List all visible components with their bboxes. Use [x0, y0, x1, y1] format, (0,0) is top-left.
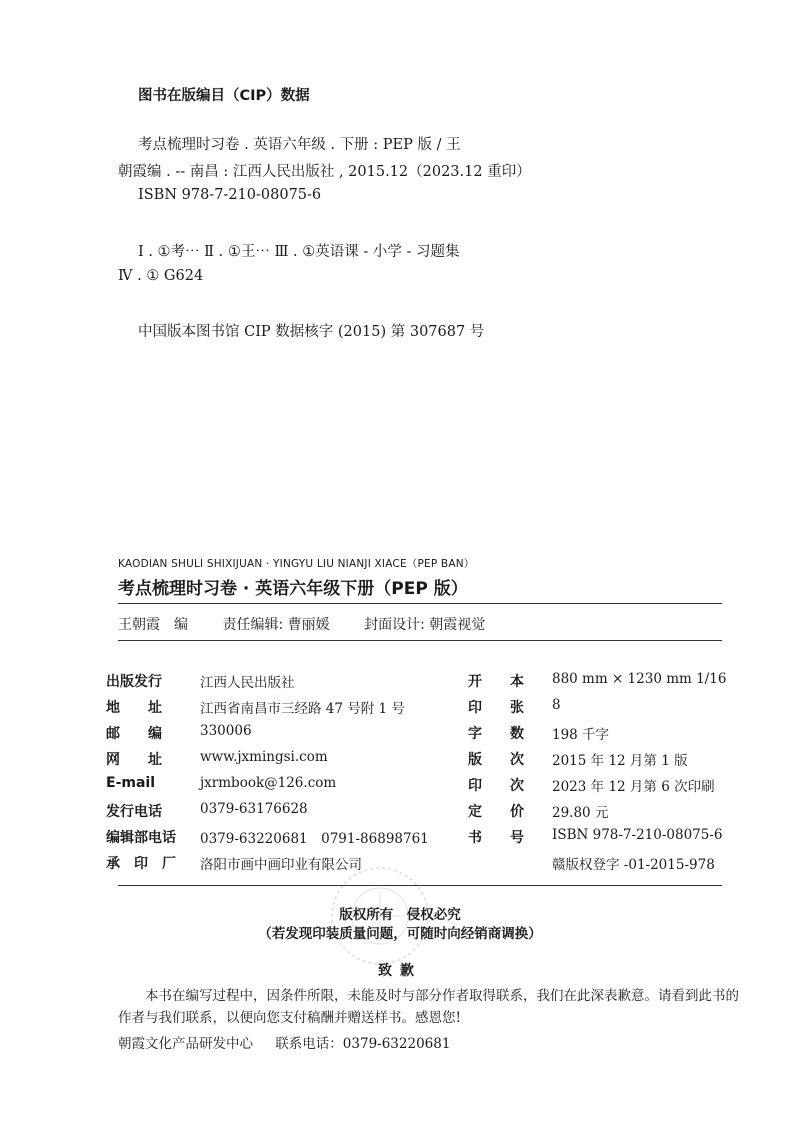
info-label: 版 次 [468, 752, 524, 768]
book-title: 考点梳理时习卷 · 英语六年级下册（PEP 版） [118, 579, 468, 599]
title-rule [118, 603, 722, 604]
info-value: 0379-63176628 [200, 801, 308, 817]
info-value: jxrmbook@126.com [200, 775, 337, 791]
thanks-title: 致歉 [378, 963, 422, 979]
info-label: 编辑部电话 [106, 830, 176, 846]
info-value: 赣版权登字 -01-2015-978 [552, 857, 715, 873]
info-label: 开 本 [468, 674, 524, 690]
responsible-editor: 责任编辑: 曹丽媛 [222, 617, 330, 633]
info-value: 330006 [200, 723, 252, 739]
info-row [0, 775, 800, 797]
info-value: 0379-63220681 0791-86898761 [200, 831, 429, 847]
info-label: 邮 编 [106, 726, 162, 742]
info-value: ISBN 978-7-210-08075-6 [552, 827, 723, 843]
cip-isbn: ISBN 978-7-210-08075-6 [138, 187, 322, 203]
info-value: 江西省南昌市三经路 47 号附 1 号 [200, 701, 405, 717]
bottom-rule [118, 885, 722, 886]
info-row [0, 723, 800, 745]
book-pinyin-title: KAODIAN SHULI SHIXIJUAN · YINGYU LIU NIANJI XIACE（PEP BAN） [118, 558, 475, 570]
cover-design: 封面设计: 朝霞视觉 [364, 617, 486, 633]
info-value: 29.80 元 [552, 805, 609, 821]
rights-reserved: 版权所有 侵权必究 [339, 907, 461, 923]
info-label: 印 张 [468, 700, 524, 716]
info-label: 地 址 [106, 700, 162, 716]
info-label: 网 址 [106, 752, 162, 768]
footer-contact [118, 1032, 468, 1052]
info-row [0, 801, 800, 823]
info-label: 承 印 厂 [106, 856, 176, 872]
info-value: 江西人民出版社 [200, 675, 295, 691]
info-label: 发行电话 [106, 804, 162, 820]
info-row [0, 697, 800, 719]
info-label: E-mail [106, 775, 156, 791]
info-value: 2015 年 12 月第 1 版 [552, 753, 688, 769]
info-label: 书 号 [468, 830, 524, 846]
footer-phone: 联系电话：0379-63220681 [275, 1036, 451, 1052]
cip-subject-line2: Ⅳ . ① G624 [118, 268, 204, 284]
cip-heading: 图书在版编目（CIP）数据 [138, 88, 310, 104]
info-value: www.jxmingsi.com [200, 749, 328, 765]
cip-number: 中国版本图书馆 CIP 数据核字 (2015) 第 307687 号 [138, 324, 485, 340]
info-row [0, 749, 800, 771]
info-row [0, 827, 800, 849]
credits-line [118, 614, 515, 634]
cip-entry-line2: 朝霞编 . -- 南昌 : 江西人民出版社 , 2015.12（2023.12 重印） [118, 164, 531, 180]
cip-entry-line1: 考点梳理时习卷 . 英语六年级 . 下册 : PEP 版 / 王 [138, 137, 461, 153]
info-value: 880 mm × 1230 mm 1/16 [552, 671, 727, 687]
info-row [0, 671, 800, 693]
info-value: 2023 年 12 月第 6 次印刷 [552, 779, 715, 795]
info-value: 198 千字 [552, 727, 610, 743]
info-value: 洛阳市画中画印业有限公司 [200, 857, 362, 873]
footer-center: 朝霞文化产品研发中心 [118, 1036, 253, 1052]
info-label: 字 数 [468, 726, 524, 742]
info-label: 定 价 [468, 804, 524, 820]
info-value: 8 [552, 697, 561, 713]
info-label: 印 次 [468, 778, 524, 794]
thanks-body: 本书在编写过程中，因条件所限，未能及时与部分作者取得联系，我们在此深表歉意。请看到此书的作者与我们联系，以便向您支付稿酬并赠送样书。感恩您! [118, 988, 739, 1026]
info-label: 出版发行 [106, 674, 162, 690]
rights-notice: （若发现印装质量问题，可随时向经销商调换） [258, 926, 542, 942]
credits-rule [118, 640, 722, 641]
editor: 王朝霞 编 [118, 617, 188, 633]
cip-subject-line1: Ⅰ . ①考⋯ Ⅱ . ①王⋯ Ⅲ . ①英语课 - 小学 - 习题集 [138, 244, 460, 260]
